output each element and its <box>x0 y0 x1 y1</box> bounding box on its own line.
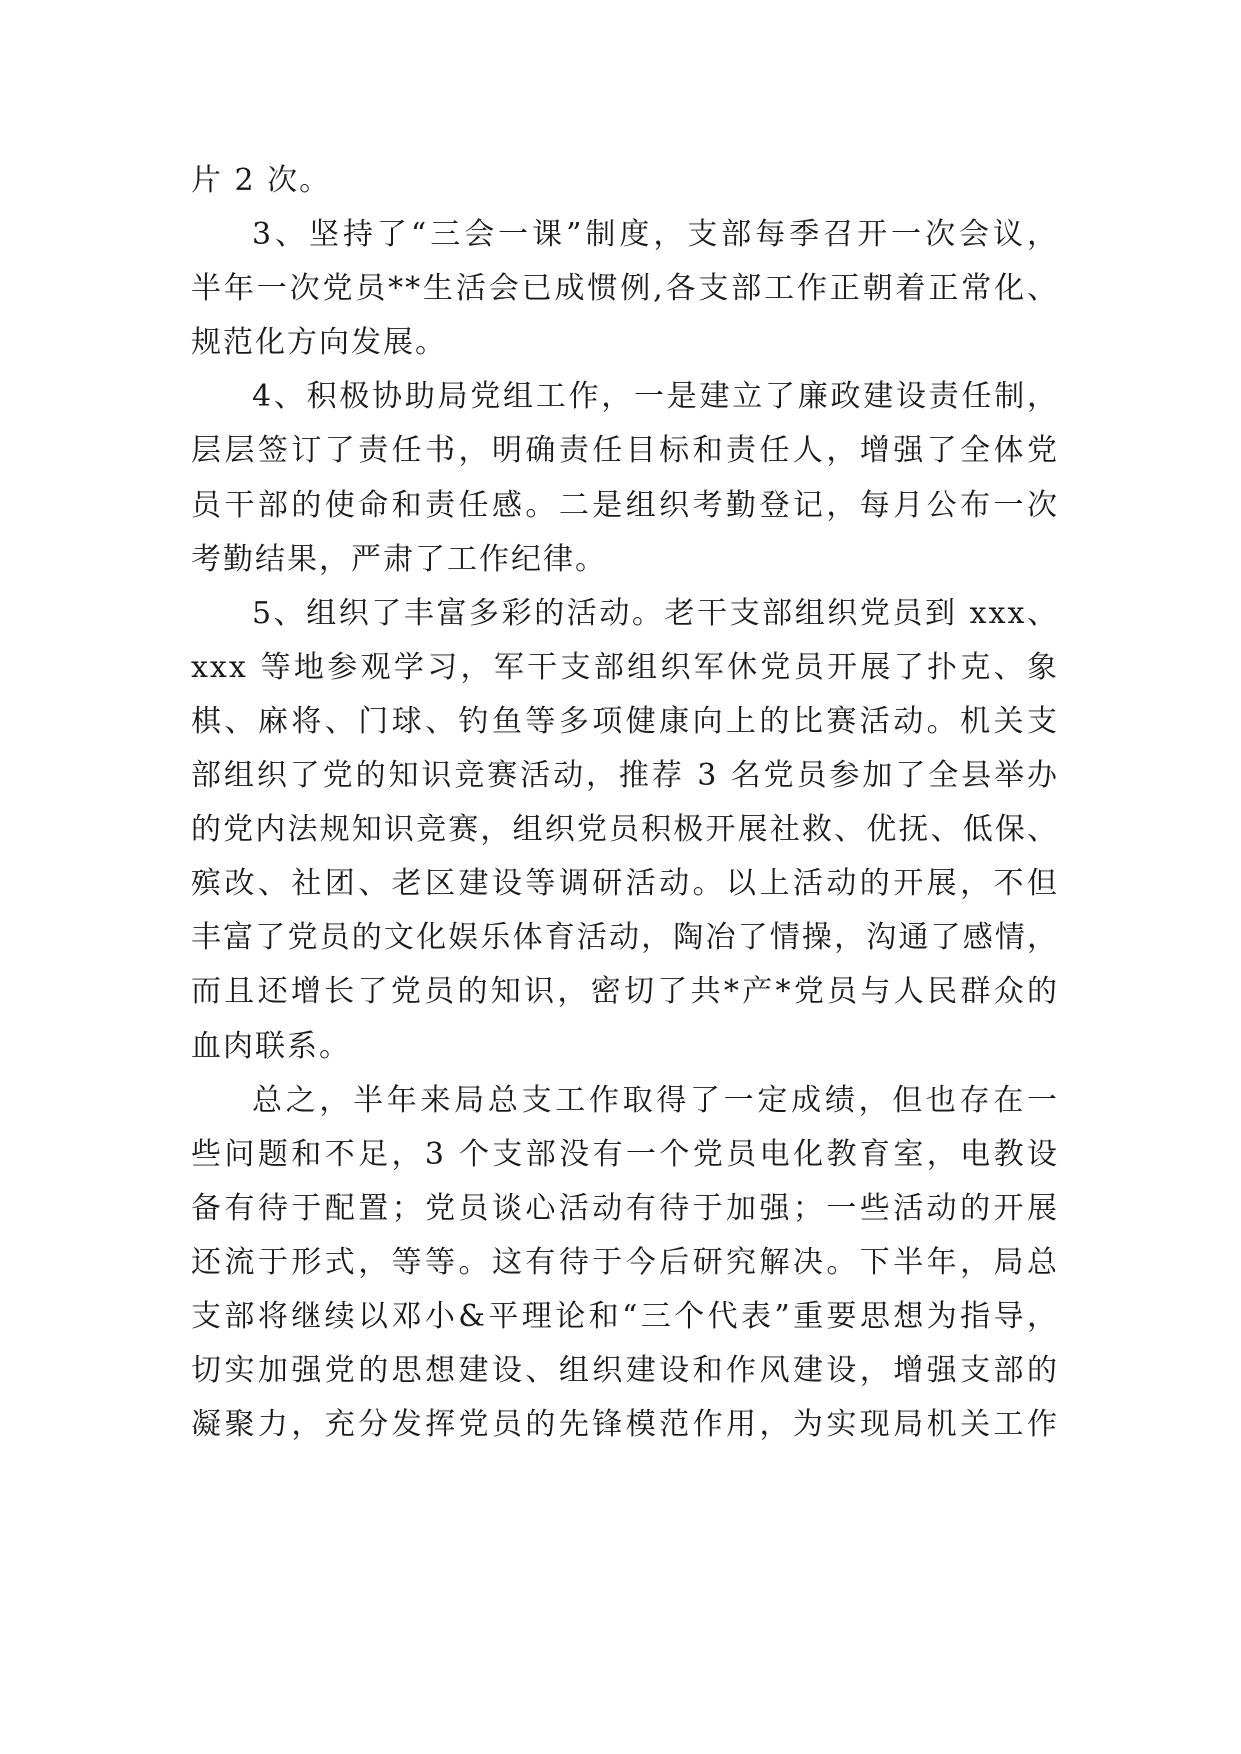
text-line: 还流于形式，等等。这有待于今后研究解决。下半年，局总 <box>191 1244 1059 1280</box>
text-line: xxx 等地参观学习，军干支部组织军休党员开展了扑克、象 <box>191 649 1059 685</box>
paragraph-4-line: 4、积极协助局党组工作，一是建立了廉政建设责任制， <box>252 379 1059 415</box>
text-line: 支部将继续以邓小&平理论和“三个代表”重要思想为指导， <box>191 1298 1059 1334</box>
text-line: 些问题和不足，3 个支部没有一个党员电化教育室，电教设 <box>191 1136 1059 1172</box>
text-line: 而且还增长了党员的知识，密切了共*产*党员与人民群众的 <box>191 974 1059 1010</box>
text-line: 考勤结果，严肃了工作纪律。 <box>191 541 607 577</box>
text-line: 丰富了党员的文化娱乐体育活动，陶冶了情操，沟通了感情， <box>191 920 1059 956</box>
text-line: 层层签订了责任书，明确责任目标和责任人，增强了全体党 <box>191 433 1059 469</box>
document-body <box>191 154 1059 1452</box>
text-line: 片 2 次。 <box>191 163 332 198</box>
text-line: 的党内法规知识竞赛，组织党员积极开展社救、优抚、低保、 <box>191 812 1059 848</box>
text-line: 员干部的使命和责任感。二是组织考勤登记，每月公布一次 <box>191 487 1059 523</box>
text-line: 棋、麻将、门球、钓鱼等多项健康向上的比赛活动。机关支 <box>191 703 1059 739</box>
text-line: 切实加强党的思想建设、组织建设和作风建设，增强支部的 <box>191 1353 1059 1389</box>
text-line: 部组织了党的知识竞赛活动，推荐 3 名党员参加了全县举办 <box>191 758 1059 794</box>
summary-paragraph-line: 总之，半年来局总支工作取得了一定成绩，但也存在一 <box>252 1082 1059 1118</box>
paragraph-3-line: 3、坚持了“三会一课”制度，支部每季召开一次会议， <box>252 217 1059 253</box>
text-line: 规范化方向发展。 <box>191 325 447 361</box>
text-line: 血肉联系。 <box>191 1028 351 1064</box>
paragraph-5-line: 5、组织了丰富多彩的活动。老干支部组织党员到 xxx、 <box>252 595 1059 631</box>
text-line: 备有待于配置；党员谈心活动有待于加强；一些活动的开展 <box>191 1190 1059 1226</box>
text-line: 殡改、社团、老区建设等调研活动。以上活动的开展，不但 <box>191 866 1059 902</box>
text-line: 凝聚力，充分发挥党员的先锋模范作用，为实现局机关工作 <box>191 1407 1059 1443</box>
text-line: 半年一次党员**生活会已成惯例,各支部工作正朝着正常化、 <box>191 271 1059 307</box>
